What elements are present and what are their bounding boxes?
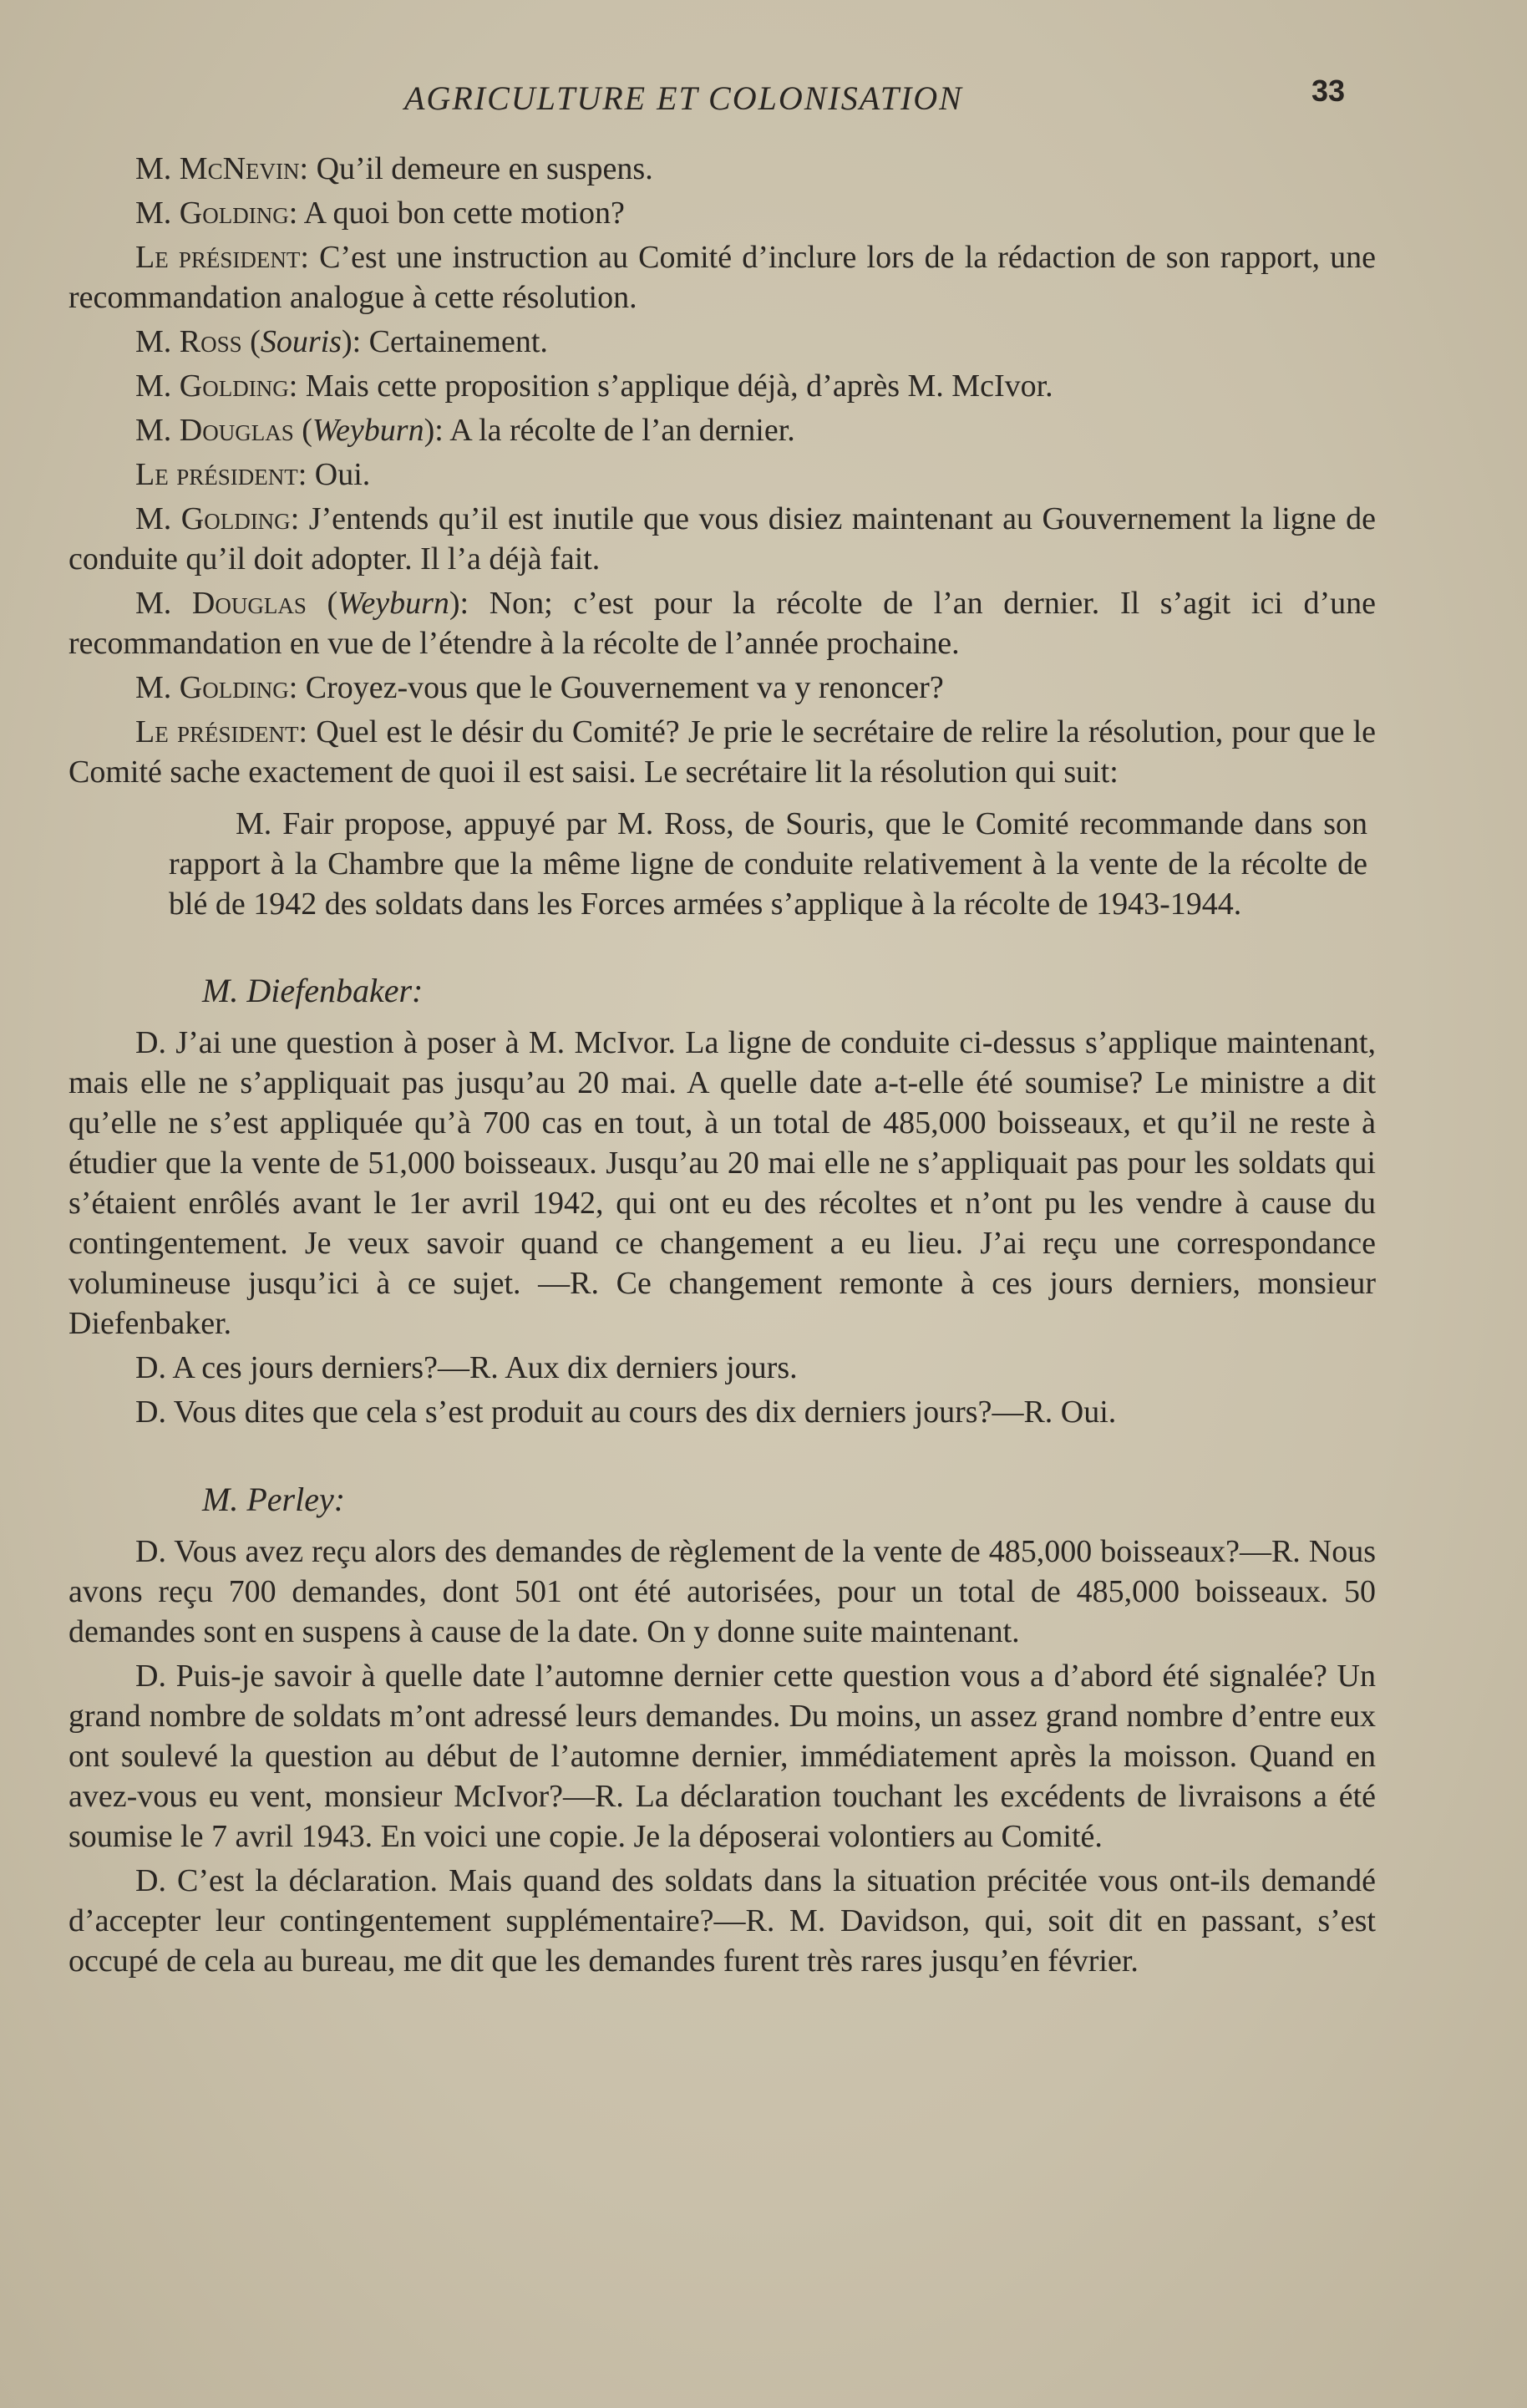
speaker: Le président	[135, 240, 301, 275]
paragraph-golding	[68, 366, 1376, 406]
qa-paragraph: D. C’est la déclaration. Mais quand des soldats dans la situation précitée vous ont-ils demandé d’accepter leur contingentement supplémentaire?—R. M. Davidson, qui, soit dit en passant, s’est occupé de cela au bureau, me dit que les demandes furent très rares jusqu’en février.	[68, 1863, 1376, 1979]
paragraph-text: : Mais cette proposition s’applique déjà, d’après M. McIvor.	[288, 368, 1053, 404]
section-heading-diefenbaker: M. Diefenbaker:	[202, 972, 424, 1009]
qa-paragraph: D. J’ai une question à poser à M. McIvor. La ligne de conduite ci-dessus s’applique maintenant, mais elle ne s’appliquait pas jusqu’au 20 mai. A quelle date a-t-elle été soumise? Le ministre a dit qu’elle ne s’est appliquée qu’à 700 cas en tout, à un total de 485,000 boisseaux, et qu’il ne reste à étudier que la vente de 51,000 boisseaux. Jusqu’au 20 mai elle ne s’appliquait pas pour les soldats qui s’étaient enrôlés avant le 1er avril 1942, qui ont eu des récoltes et n’ont pu les vendre à cause du contingentement. Je veux savoir quand ce changement a eu lieu. J’ai reçu une correspondance volumineuse jusqu’ici à ce sujet. —R. Ce changement remonte à ces jours derniers, monsieur Diefenbaker.	[68, 1025, 1376, 1341]
speaker: M. Golding	[135, 196, 289, 231]
section-heading-perley: M. Perley:	[202, 1481, 346, 1518]
resolution-quote: M. Fair propose, appuyé par M. Ross, de Souris, que le Comité recommande dans son rapport à la Chambre que la même ligne de conduite relativement à la vente de la récolte de blé de 1942 des soldats dans les Forces armées s’applique à la récolte de 1943-1944.	[169, 806, 1367, 922]
paragraph-text: : Oui.	[297, 457, 371, 492]
paragraph-text: : C’est une instruction au Comité d’inclure lors de la rédaction de son rapport, une recommandation analogue à cette résolution.	[68, 240, 1376, 315]
speaker: M. Golding	[135, 368, 289, 404]
page-body	[68, 149, 1376, 1985]
qa-paragraph: D. Puis-je savoir à quelle date l’automne dernier cette question vous a d’abord été signalée? Un grand nombre de soldats m’ont adressé leurs demandes. Du moins, un assez grand nombre d’entre eux ont soulevé la question au début de l’automne dernier, immédiatement après la moisson. Quand en avez-vous eu vent, monsieur McIvor?—R. La déclaration touchant les excédents de livraisons a été soumise le 7 avril 1943. En voici une copie. Je la déposerai volontiers au Comité.	[68, 1659, 1376, 1854]
paragraph-president	[68, 712, 1376, 792]
paragraph-golding	[68, 499, 1376, 579]
paragraph-president	[68, 455, 1376, 495]
speaker: M. Ross	[135, 324, 242, 359]
speaker: M. McNevin	[135, 151, 300, 186]
speaker-riding: Weyburn	[312, 413, 424, 448]
paragraph-text: : J’entends qu’il est inutile que vous disiez maintenant au Gouvernement la ligne de conduite qu’il doit adopter. Il l’a déjà fait.	[68, 501, 1376, 577]
qa-paragraph: D. Vous dites que cela s’est produit au cours des dix derniers jours?—R. Oui.	[135, 1395, 1117, 1430]
speaker: Le président	[135, 714, 299, 749]
page-number: 33	[1311, 74, 1346, 108]
speaker: M. Douglas	[135, 413, 294, 448]
paragraph-ross: M. Ross (Souris): Certainement.	[135, 324, 548, 359]
paragraph-douglas: M. Douglas (Weyburn): Non; c’est pour la récolte de l’an dernier. Il s’agit ici d’une recommandation en vue de l’étendre à la récolte de l’année prochaine.	[68, 586, 1376, 661]
paragraph-text: : A quoi bon cette motion?	[288, 196, 625, 231]
paragraph-text: : Qu’il demeure en suspens.	[299, 151, 653, 186]
paragraph-text: : Certainement.	[352, 324, 548, 359]
paragraph-douglas: M. Douglas (Weyburn): A la récolte de l’an dernier.	[135, 413, 795, 448]
speaker-riding: Souris	[260, 324, 342, 359]
section-spacer	[68, 1436, 1376, 1480]
paragraph-golding	[68, 193, 1376, 233]
qa-paragraph: D. A ces jours derniers?—R. Aux dix derniers jours.	[135, 1350, 798, 1385]
speaker: M. Golding	[135, 501, 291, 536]
paragraph-president	[68, 237, 1376, 318]
paragraph-golding	[68, 668, 1376, 708]
paragraph-text: : Non; c’est pour la récolte de l’an dernier. Il s’agit ici d’une recommandation en vue de l’étendre à la récolte de l’année prochaine.	[68, 586, 1376, 661]
paragraph-text: : A la récolte de l’an dernier.	[434, 413, 795, 448]
running-head: AGRICULTURE ET COLONISATION	[404, 79, 963, 117]
paragraph-text: : Quel est le désir du Comité? Je prie le secrétaire de relire la résolution, pour que le Comité sache exactement de quoi il est saisi. Le secrétaire lit la résolution qui suit:	[68, 714, 1376, 790]
qa-paragraph: D. Vous avez reçu alors des demandes de règlement de la vente de 485,000 boisseaux?—R. Nous avons reçu 700 demandes, dont 501 ont été autorisées, pour un total de 485,000 boisseaux. 50 demandes sont en suspens à cause de la date. On y donne suite maintenant.	[68, 1534, 1376, 1649]
speaker: M. Golding	[135, 670, 289, 705]
speaker-riding: Weyburn	[337, 586, 449, 621]
paragraph-mcnevin	[68, 149, 1376, 189]
paragraph-text: : Croyez-vous que le Gouvernement va y renoncer?	[288, 670, 944, 705]
page-header	[0, 74, 1527, 124]
speaker: Le président	[135, 457, 298, 492]
speaker: M. Douglas	[135, 586, 307, 621]
